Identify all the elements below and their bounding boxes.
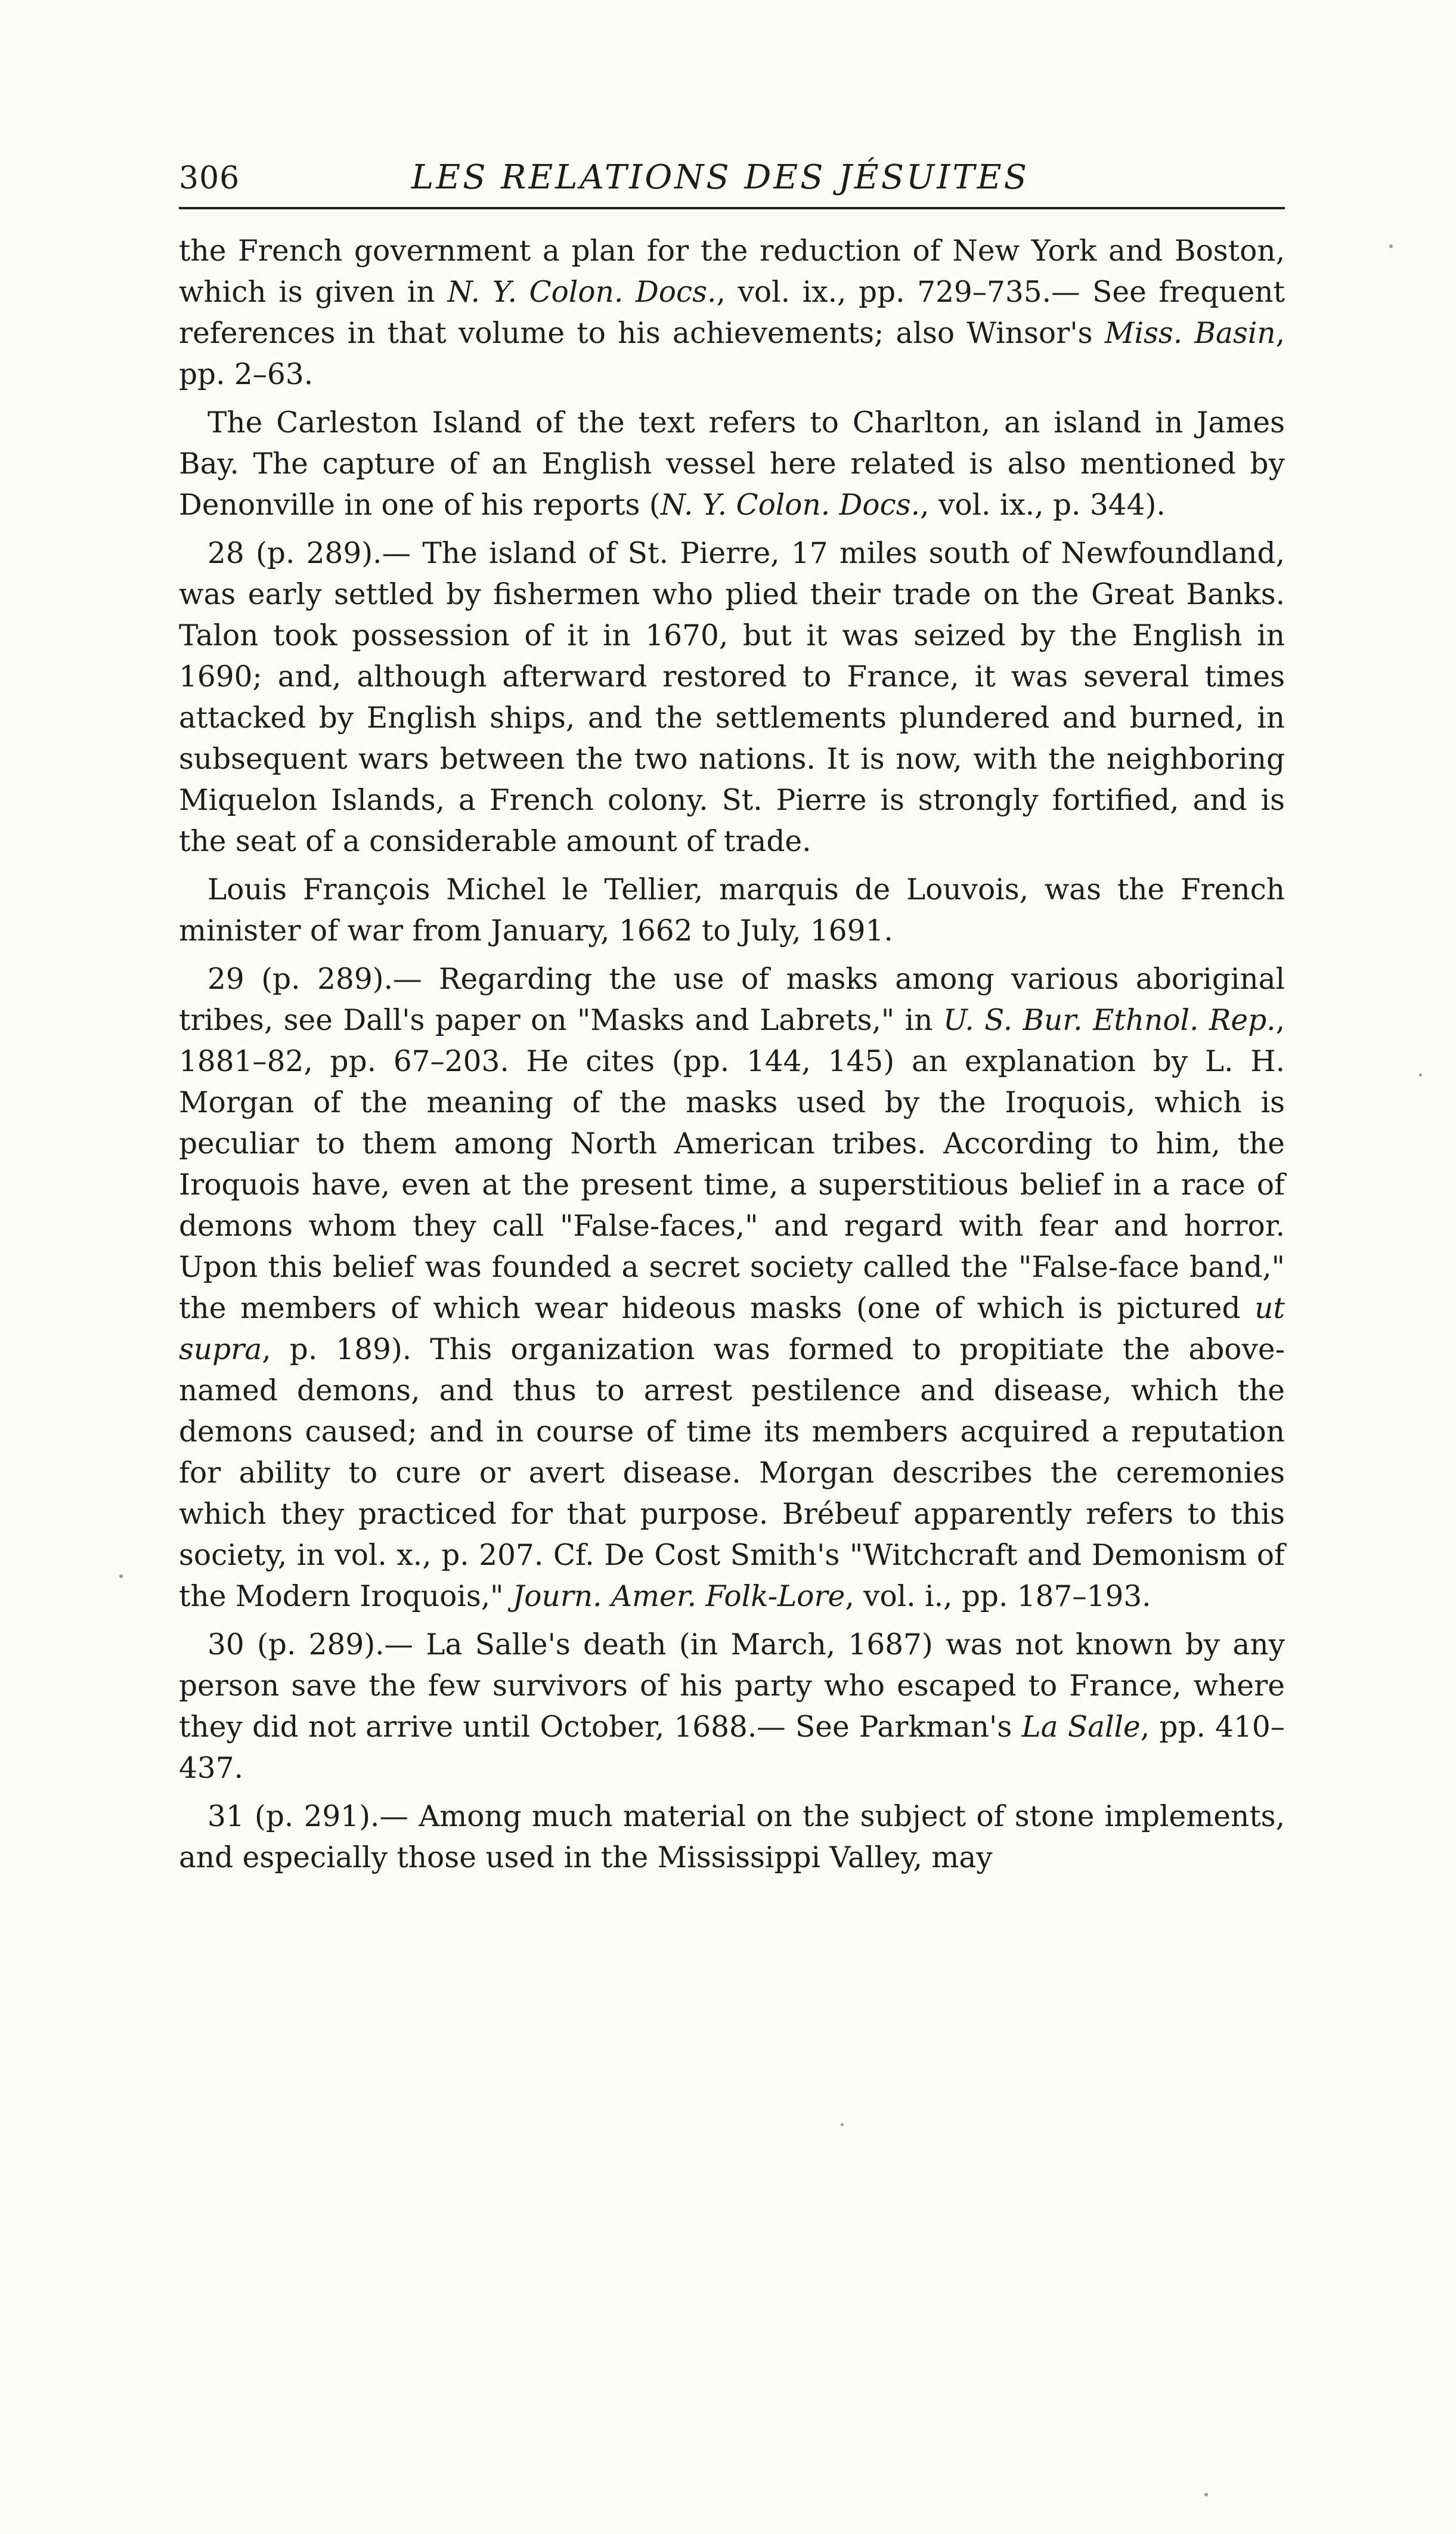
text-run: The Carleston Island of the text refers to Charlton, an island in James Bay. The capture of an English vessel here related is also mentioned by Denonville in one of his reports (	[179, 406, 1285, 522]
running-title: LES RELATIONS DES JÉSUITES	[411, 158, 1029, 197]
scan-speck	[1419, 1073, 1422, 1076]
italic-citation: N. Y. Colon. Docs.	[447, 276, 717, 309]
text-run: 28 (p. 289).— The island of St. Pierre, 17 miles south of Newfoundland, was early settled by fishermen who plied their trade on the Great Banks. Talon took possession of it in 1670, but it was seized by the English in 1690; and, although afterward restored to France, it was several times attacked by English ships, and the settlements plundered and burned, in subsequent wars between the two nations. It is now, with the neighboring Miquelon Islands, a French colony. St. Pierre is strongly fortified, and is the seat of a considerable amount of trade.	[179, 537, 1285, 858]
text-run: , p. 189). This organization was formed to propitiate the above-named demons, and thus to arrest pestilence and disease, which the demons caused; and in course of time its members acquired a reputation for ability to cure or avert disease. Morgan describes the ceremonies which they practiced for that purpose. Brébeuf apparently refers to this society, in vol. x., p. 207. Cf. De Cost Smith's "Witchcraft and Demonism of the Modern Iroquois,"	[179, 1333, 1285, 1613]
paragraph-louvois	[179, 870, 1285, 952]
text-run: , pp. 410–437.	[179, 1710, 1285, 1785]
scan-speck	[1389, 245, 1393, 248]
running-head	[179, 152, 1285, 206]
italic-citation: U. S. Bur. Ethnol. Rep.	[943, 1004, 1276, 1037]
note-28	[179, 533, 1285, 862]
text-run: , vol. ix., pp. 729–735.— See frequent references in that volume to his achievements; also Winsor's	[179, 276, 1285, 350]
text-run: , 1881–82, pp. 67–203. He cites (pp. 144, 145) an explanation by L. H. Morgan of the meaning of the masks used by the Iroquois, which is peculiar to them among North American tribes. According to him, the Iroquois have, even at the present time, a superstitious belief in a race of demons whom they call "False-faces," and regard with fear and horror. Upon this belief was founded a secret society called the "False-face band," the members of which wear hideous masks (one of which is pictured	[179, 1004, 1285, 1325]
italic-citation: Journ. Amer. Folk-Lore	[512, 1580, 845, 1613]
text-run: the French government a plan for the reduction of New York and Boston, which is given in	[179, 234, 1285, 309]
header-rule	[179, 207, 1285, 209]
text-run: , pp. 2–63.	[179, 317, 1285, 391]
document-page	[179, 152, 1285, 1886]
text-run: , vol. ix., p. 344).	[920, 488, 1166, 522]
paragraph-carleston	[179, 403, 1285, 526]
scan-speck	[119, 1574, 123, 1578]
italic-citation: La Salle	[1021, 1710, 1141, 1744]
paragraph-continuation	[179, 231, 1285, 395]
page-number: 306	[179, 160, 240, 196]
note-30	[179, 1625, 1285, 1789]
note-29	[179, 959, 1285, 1617]
text-run: , vol. i., pp. 187–193.	[845, 1580, 1151, 1613]
italic-citation: N. Y. Colon. Docs.	[660, 488, 921, 522]
note-31	[179, 1796, 1285, 1879]
text-run: 30 (p. 289).— La Salle's death (in March, 1687) was not known by any person save the few survivors of his party who escaped to France, where they did not arrive until October, 1688.— See Parkman's	[179, 1628, 1285, 1744]
italic-citation: Miss. Basin	[1104, 317, 1276, 350]
text-run: 31 (p. 291).— Among much material on the subject of stone implements, and especially those used in the Mississippi Valley, may	[179, 1800, 1285, 1874]
scan-speck	[841, 2123, 844, 2126]
text-run: Louis François Michel le Tellier, marquis de Louvois, was the French minister of war from January, 1662 to July, 1691.	[179, 873, 1285, 948]
body-text	[179, 231, 1285, 1879]
text-run: 29 (p. 289).— Regarding the use of masks among various aboriginal tribes, see Dall's paper on "Masks and Labrets," in	[179, 963, 1285, 1037]
italic-citation: ut supra	[179, 1292, 1285, 1366]
scan-speck	[1204, 2493, 1208, 2496]
